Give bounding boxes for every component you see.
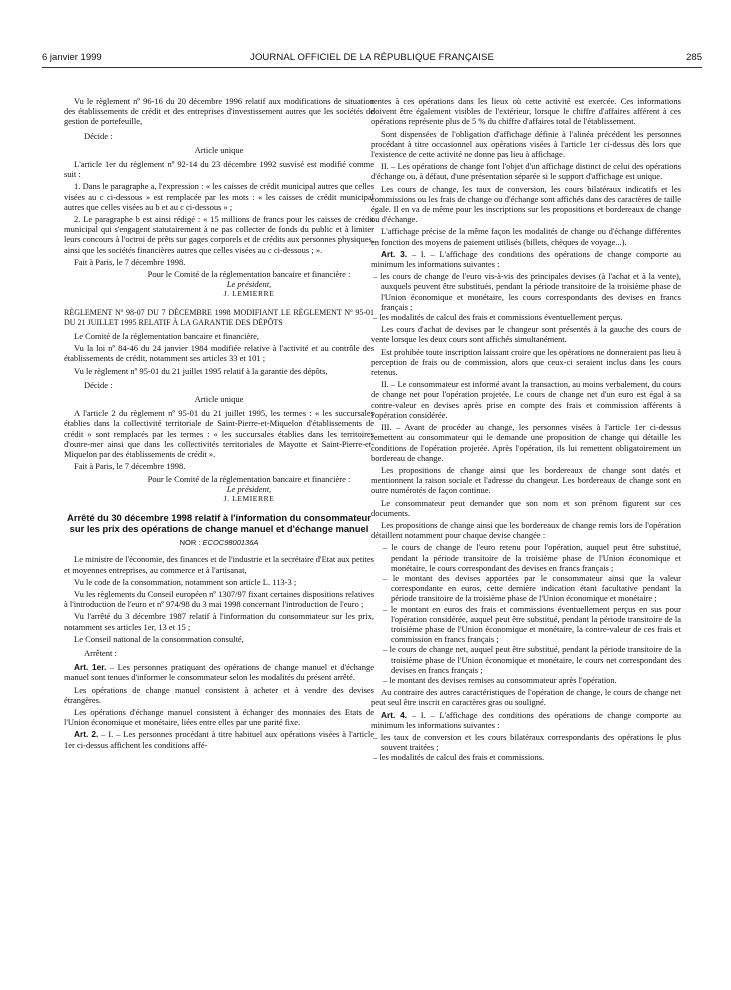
list-art3 [371, 271, 681, 322]
paragraph: Le ministre de l'économie, des finances et de l'industrie et la secrétaire d'Etat aux petites et moyennes entreprises, au commerce et à l'artisanat, [64, 554, 374, 575]
nor-reference [64, 538, 374, 548]
article-2 [64, 729, 374, 749]
paragraph: Vu les règlements du Conseil européen nº 1307/97 fixant certaines dispositions relatives à l'introduction de l'euro et nº 974/98 du 3 mai 1998 concernant l'introduction de l'euro ; [64, 588, 374, 610]
article-unique-heading: Article unique [194, 394, 244, 405]
paragraph: L'affichage précise de la même façon les modalités de change ou d'échange différentes en fonction des moyens de paiement utilisés (billets, chèques de voyage...). [371, 226, 681, 247]
paragraph: Le Comité de la réglementation bancaire et financière, [74, 331, 260, 342]
article-unique-heading: Article unique [194, 144, 244, 155]
signature-name: J. LEMIERRE [223, 289, 275, 299]
article-label: Art. 1er. [74, 662, 107, 673]
list-art4 [371, 732, 681, 763]
reglement-title: RÈGLEMENT Nº 98-07 DU 7 DÉCEMBRE 1998 MODIFIANT LE RÈGLEMENT Nº 95-01 DU 21 JUILLET 1995 RELATIF À LA GARANTIE DES DÉPÔTS [64, 307, 374, 327]
paragraph: rentes à ces opérations dans les lieux où cette activité est exercée. Ces informations doivent être également visibles de l'extérieur, lorsque le chiffre d'affaires afférent à ces opérations représente plus de 5 % du chiffre d'affaires total de l'établissement. [371, 96, 681, 127]
list-item: – les modalités de calcul des frais et commissions éventuellement perçus. [373, 312, 623, 323]
fait-a-paris: Fait à Paris, le 7 décembre 1998. [74, 461, 186, 472]
paragraph: Vu le règlement nº 95-01 du 21 juillet 1995 relatif à la garantie des dépôts, [74, 365, 328, 376]
paragraph: 2. Le paragraphe b est ainsi rédigé : « 15 millions de francs pour les caisses de crédit municipal qui s'engagent statutairement à ne pas collecter de fonds du public et à limiter leurs concours à l'octroi de prêts sur gages corporels et de crédits aux personnes physiques, ainsi que les sociétés financières autres que celles visées au c ci-dessous ; ». [64, 214, 374, 255]
arrete-title: Arrêté du 30 décembre 1998 relatif à l'information du consommateur sur les prix des opérations de change manuel et d'échange manuel [67, 512, 371, 535]
page-number: 285 [686, 52, 702, 63]
list-bordereau [371, 542, 681, 685]
left-column [64, 96, 374, 752]
signature-body: Pour le Comité de la réglementation bancaire et financière : [147, 473, 351, 484]
header-rule [42, 67, 702, 68]
paragraph: Les propositions de change ainsi que les bordereaux de change remis lors de l'opération détaillent notamment pour chaque devise changée : [371, 519, 681, 541]
article-text: – I. – Les personnes procédant à titre habituel aux opérations visées à l'article 1er ci-dessus affichent les conditions affé- [64, 729, 374, 750]
list-item: – le cours de change net, auquel peut être substitué, pendant la période transitoire de la troisième phase de l'Union économique et monétaire, le cours net correspondant des devises en francs français ; [383, 644, 681, 675]
article-text: – I. – L'affichage des conditions des opérations de change comporte au minimum les informations suivantes : [371, 248, 681, 270]
paragraph: II. – Les opérations de change font l'objet d'un affichage distinct de celui des opérations d'échange ou, à défaut, d'une présentation séparée si le support d'affichage est unique. [371, 161, 681, 182]
article-3 [371, 249, 681, 269]
paragraph: Vu le règlement nº 96-16 du 20 décembre 1996 relatif aux modifications de situation des établissements de crédit et des entreprises d'investissement autres que les sociétés de gestion de portefeuille, [64, 96, 374, 127]
article-text: – Les personnes pratiquant des opérations de change manuel et d'échange manuel sont tenues d'informer le consommateur selon les modalités du présent arrêté. [64, 662, 374, 683]
article-label: Art. 3. [381, 248, 408, 259]
article-label: Art. 2. [74, 729, 99, 740]
list-item: – les cours de change de l'euro vis-à-vis des principales devises (à l'achat et à la vente), auxquels peuvent être substitués, pendant la période transitoire de la troisième phase de l'Union économique et monétaire, les cours correspondants des devises en francs français ; [373, 271, 681, 312]
paragraph: Le Conseil national de la consommation consulté, [74, 633, 244, 644]
paragraph: Les cours d'achat de devises par le changeur sont présentés à la gauche des cours de vente lorsque les deux cours sont affichés simultanément. [371, 324, 681, 345]
list-item: – les taux de conversion et les cours bilatéraux correspondants des opérations le plus souvent traitées ; [373, 731, 681, 753]
paragraph: II. – Le consommateur est informé avant la transaction, au moins verbalement, du cours de change net pour l'opération projetée. Le cours de change net d'un euro est égal à sa contre-valeur en devises après prise en compte des frais et commission afférents à l'opération considérée. [371, 379, 681, 420]
article-1 [64, 662, 374, 682]
signature-body: Pour le Comité de la réglementation bancaire et financière : [147, 269, 351, 280]
fait-a-paris: Fait à Paris, le 7 décembre 1998. [74, 256, 186, 267]
paragraph: Sont dispensées de l'obligation d'affichage définie à l'alinéa précédent les personnes procédant à titre occasionnel aux opérations visées à l'article 1er ci-dessus dès lors que l'existence de cette activité ne donne pas lieu à affichage. [371, 128, 681, 160]
paragraph: Les cours de change, les taux de conversion, les cours bilatéraux indicatifs et les commissions ou les frais de change ou d'échange sont affichés dans des caractères de taille égale. Il en va de même pour les inscriptions sur les propositions et bordereaux de change ou d'échange. [371, 183, 681, 225]
paragraph: A l'article 2 du règlement nº 95-01 du 21 juillet 1995, les termes : « les succursales établies dans la collectivité territoriale de Saint-Pierre-et-Miquelon d'établissements de crédit » sont remplacés par les termes : « les succursales établies dans les territoires d'outre-mer ainsi que dans les collectivités territoriales de Mayotte et Saint-Pierre-et-Miquelon par des établissements de crédit ». [64, 408, 374, 460]
paragraph: Vu le code de la consommation, notamment son article L. 113-3 ; [74, 576, 297, 587]
journal-title: JOURNAL OFFICIEL DE LA RÉPUBLIQUE FRANÇAISE [250, 52, 494, 63]
paragraph: L'article 1er du règlement nº 92-14 du 23 décembre 1992 susvisé est modifié comme suit : [64, 159, 374, 180]
page-header [42, 52, 702, 68]
paragraph: Les propositions de change ainsi que les bordereaux de change sont datés et mentionnent la raison sociale et l'adresse du changeur. Les bordereaux de change sont en outre numérotés de façon continue. [371, 464, 681, 496]
signature-title: Le président, [226, 279, 272, 290]
header-date: 6 janvier 1999 [42, 52, 102, 63]
arretent-heading: Arrêtent : [84, 647, 117, 658]
nor-label: NOR : [179, 538, 201, 548]
paragraph: Les opérations de change manuel consistent à acheter et à vendre des devises étrangères. [64, 684, 374, 705]
list-item: – le cours de change de l'euro retenu pour l'opération, auquel peut être substitué, pendant la période transitoire de la troisième phase de l'Union économique et monétaire, le cours correspondant des devises en francs français ; [383, 542, 681, 573]
decide-heading: Décide : [84, 130, 113, 141]
article-4 [371, 710, 681, 730]
paragraph: Le consommateur peut demander que son nom et son prénom figurent sur ces documents. [371, 497, 681, 518]
paragraph: Au contraire des autres caractéristiques de l'opération de change, le cours de change net peut seul être inscrit en caractères gras ou souligné. [371, 687, 681, 708]
nor-code: ECOC9800136A [202, 538, 259, 548]
paragraph: Vu l'arrêté du 3 décembre 1987 relatif à l'information du consommateur sur les prix, notamment ses articles 1er, 13 et 15 ; [64, 611, 374, 632]
article-label: Art. 4. [381, 709, 408, 720]
right-column [371, 96, 681, 765]
paragraph: Les opérations d'échange manuel consistent à échanger des monnaies des Etats de l'Union économique et monétaire, liées entre elles par une parité fixe. [64, 706, 374, 728]
signature-name: J. LEMIERRE [223, 493, 275, 503]
list-item: – le montant en euros des frais et commissions éventuellement perçus en sus pour l'opération considérée, auquel peut être substitué, pendant la période transitoire de la troisième phase de l'Union économique et monétaire, la contre-valeur de ces frais et commission en francs français ; [383, 603, 681, 645]
paragraph: III. – Avant de procéder au change, les personnes visées à l'article 1er ci-dessus remettent au consommateur qui le demande une proposition de change qui détaille les conditions de l'opération projetée. Après l'opération, ils lui remettent obligatoirement un bordereau de change. [371, 422, 681, 463]
list-item: – les modalités de calcul des frais et commissions. [373, 752, 545, 763]
list-item: – le montant des devises apportées par le consommateur ainsi que la valeur correspondante en euros, cette dernière indication étant facultative pendant la période transitoire de la troisième phase de l'Union économique et monétaire ; [383, 572, 681, 604]
paragraph: Vu la loi nº 84-46 du 24 janvier 1984 modifiée relative à l'activité et au contrôle des établissements de crédit, notamment ses articles 33 et 101 ; [64, 343, 374, 364]
decide-heading: Décide : [84, 379, 113, 390]
paragraph: 1. Dans le paragraphe a, l'expression : « les caisses de crédit municipal autres que celles visées au c ci-dessous » est remplacée par les mots : « les caisses de crédit municipal autres que celles visées au b et au c ci-dessous » ; [64, 181, 374, 212]
paragraph: Est prohibée toute inscription laissant croire que les opérations ne donneraient pas lieu à perception de frais ou de commission, alors que ceux-ci seraient inclus dans les cours retenus. [371, 346, 682, 378]
article-text: – I. – L'affichage des conditions des opérations de change comporte au minimum les informations suivantes : [371, 709, 681, 730]
list-item: – le montant des devises remises au consommateur après l'opération. [383, 674, 617, 685]
signature-title: Le président, [226, 483, 272, 494]
